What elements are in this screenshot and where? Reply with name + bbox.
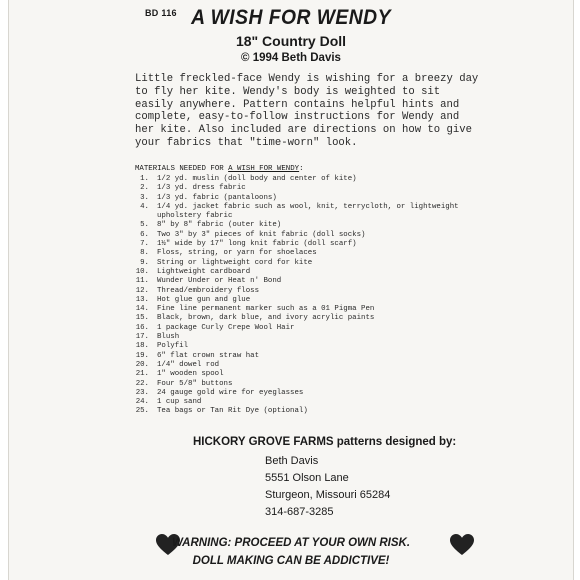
list-item xyxy=(129,287,489,296)
list-item xyxy=(129,324,489,333)
list-item-number: 23. xyxy=(135,388,149,397)
list-item-number: 19. xyxy=(135,351,149,360)
list-item-text: String or lightweight cord for kite xyxy=(157,258,313,267)
pattern-subtitle: 18" Country Doll xyxy=(235,33,347,49)
list-item-text: Thread/embroidery floss xyxy=(157,286,260,295)
list-item-text: 1/4 yd. jacket fabric such as wool, knit, terrycloth, or lightweight upholstery fabric xyxy=(157,202,459,221)
list-item xyxy=(129,398,489,407)
list-item-text: 1/2 yd. muslin (doll body and center of kite) xyxy=(157,175,357,183)
list-item-text: Lightweight cardboard xyxy=(157,267,251,276)
pattern-title: A WISH FOR WENDY xyxy=(191,6,391,29)
materials-list xyxy=(129,175,489,417)
list-item xyxy=(129,389,489,398)
list-item-number: 1. xyxy=(140,175,149,183)
list-item-number: 21. xyxy=(135,370,149,379)
list-item xyxy=(129,361,489,370)
list-item-text: 1 package Curly Crepe Wool Hair xyxy=(157,323,295,332)
list-item-number: 22. xyxy=(135,379,149,388)
list-item-text: 1½" wide by 17" long knit fabric (doll scarf) xyxy=(157,240,357,249)
list-item-number: 11. xyxy=(135,277,149,286)
list-item-text: Hot glue gun and glue xyxy=(157,295,251,304)
copyright-line: © 1994 Beth Davis xyxy=(241,52,341,64)
list-item-text: 1/3 yd. dress fabric xyxy=(157,184,246,193)
list-item-text: Blush xyxy=(157,333,180,342)
warning-line-2: DOLL MAKING CAN BE ADDICTIVE! xyxy=(192,555,390,567)
warning-block xyxy=(9,534,573,570)
list-item xyxy=(129,380,489,389)
list-item-text: Two 3" by 3" pieces of knit fabric (doll socks) xyxy=(157,230,366,239)
list-item xyxy=(129,277,489,286)
list-item-number: 2. xyxy=(140,184,149,193)
address-block xyxy=(265,453,390,521)
list-item-text: Four 5/8" buttons xyxy=(157,379,233,388)
list-item-text: Tea bags or Tan Rit Dye (optional) xyxy=(157,407,308,416)
address-city: Sturgeon, Missouri 65284 xyxy=(265,489,391,501)
pattern-page xyxy=(8,0,574,580)
address-name: Beth Davis xyxy=(265,455,319,467)
list-item-number: 12. xyxy=(135,286,149,295)
list-item-text: 6" flat crown straw hat xyxy=(157,351,260,360)
list-item-number: 5. xyxy=(140,221,149,230)
designer-line: HICKORY GROVE FARMS patterns designed by: xyxy=(193,436,457,448)
list-item-number: 7. xyxy=(140,240,149,249)
list-item-number: 4. xyxy=(140,202,149,211)
list-item-number: 3. xyxy=(140,193,149,202)
list-item-number: 18. xyxy=(135,342,149,351)
materials-heading-prefix: MATERIALS NEEDED FOR xyxy=(135,165,229,173)
list-item xyxy=(129,407,489,416)
list-item xyxy=(129,221,489,230)
list-item xyxy=(129,342,489,351)
list-item-text: Floss, string, or yarn for shoelaces xyxy=(157,249,317,258)
list-item xyxy=(129,305,489,314)
list-item-text: 1/4" dowel rod xyxy=(157,360,220,369)
materials-heading-title: A WISH FOR WENDY xyxy=(228,165,300,173)
list-item-number: 15. xyxy=(135,314,149,323)
list-item-number: 6. xyxy=(140,230,149,239)
list-item-text: 8" by 8" fabric (outer kite) xyxy=(157,221,282,230)
warning-line-1: WARNING: PROCEED AT YOUR OWN RISK. xyxy=(171,537,411,549)
list-item-text: Polyfil xyxy=(157,342,189,351)
list-item xyxy=(129,203,489,222)
list-item-number: 14. xyxy=(135,305,149,314)
list-item xyxy=(129,352,489,361)
list-item-number: 13. xyxy=(135,295,149,304)
list-item xyxy=(129,231,489,240)
list-item xyxy=(129,333,489,342)
list-item-number: 10. xyxy=(135,267,149,276)
list-item xyxy=(129,296,489,305)
list-item-number: 8. xyxy=(140,249,149,258)
list-item-text: 1" wooden spool xyxy=(157,370,224,379)
list-item xyxy=(129,249,489,258)
list-item-text: 24 gauge gold wire for eyeglasses xyxy=(157,388,304,397)
intro-paragraph: Little freckled-face Wendy is wishing for a breezy day to fly her kite. Wendy's body is weighted to sit easily anywhere. Pattern contains helpful hints and complete, easy-to-follow instructions for Wendy and her kite. Also included are directions on how to give your fabrics that "time-worn" look. xyxy=(135,73,479,149)
list-item-number: 9. xyxy=(140,258,149,267)
list-item-number: 17. xyxy=(135,333,149,342)
list-item-text: 1/3 yd. fabric (pantaloons) xyxy=(157,193,277,202)
list-item-number: 16. xyxy=(135,323,149,332)
list-item-text: Black, brown, dark blue, and ivory acrylic paints xyxy=(157,314,375,323)
list-item xyxy=(129,370,489,379)
list-item xyxy=(129,268,489,277)
list-item-text: Fine line permanent marker such as a 01 Pigma Pen xyxy=(157,305,375,314)
list-item-number: 24. xyxy=(135,398,149,407)
list-item-text: Wunder Under or Heat n' Bond xyxy=(157,277,282,286)
list-item xyxy=(129,240,489,249)
list-item xyxy=(129,314,489,323)
list-item-text: 1 cup sand xyxy=(157,398,202,407)
list-item xyxy=(129,194,489,203)
list-item-number: 20. xyxy=(135,360,149,369)
list-item-number: 25. xyxy=(135,407,149,416)
list-item xyxy=(129,184,489,193)
address-street: 5551 Olson Lane xyxy=(265,472,349,484)
address-phone: 314-687-3285 xyxy=(265,506,334,518)
materials-heading-suffix: : xyxy=(299,165,304,173)
list-item xyxy=(129,175,489,184)
materials-heading xyxy=(135,165,304,174)
list-item xyxy=(129,259,489,268)
pattern-code: BD 116 xyxy=(145,8,177,18)
